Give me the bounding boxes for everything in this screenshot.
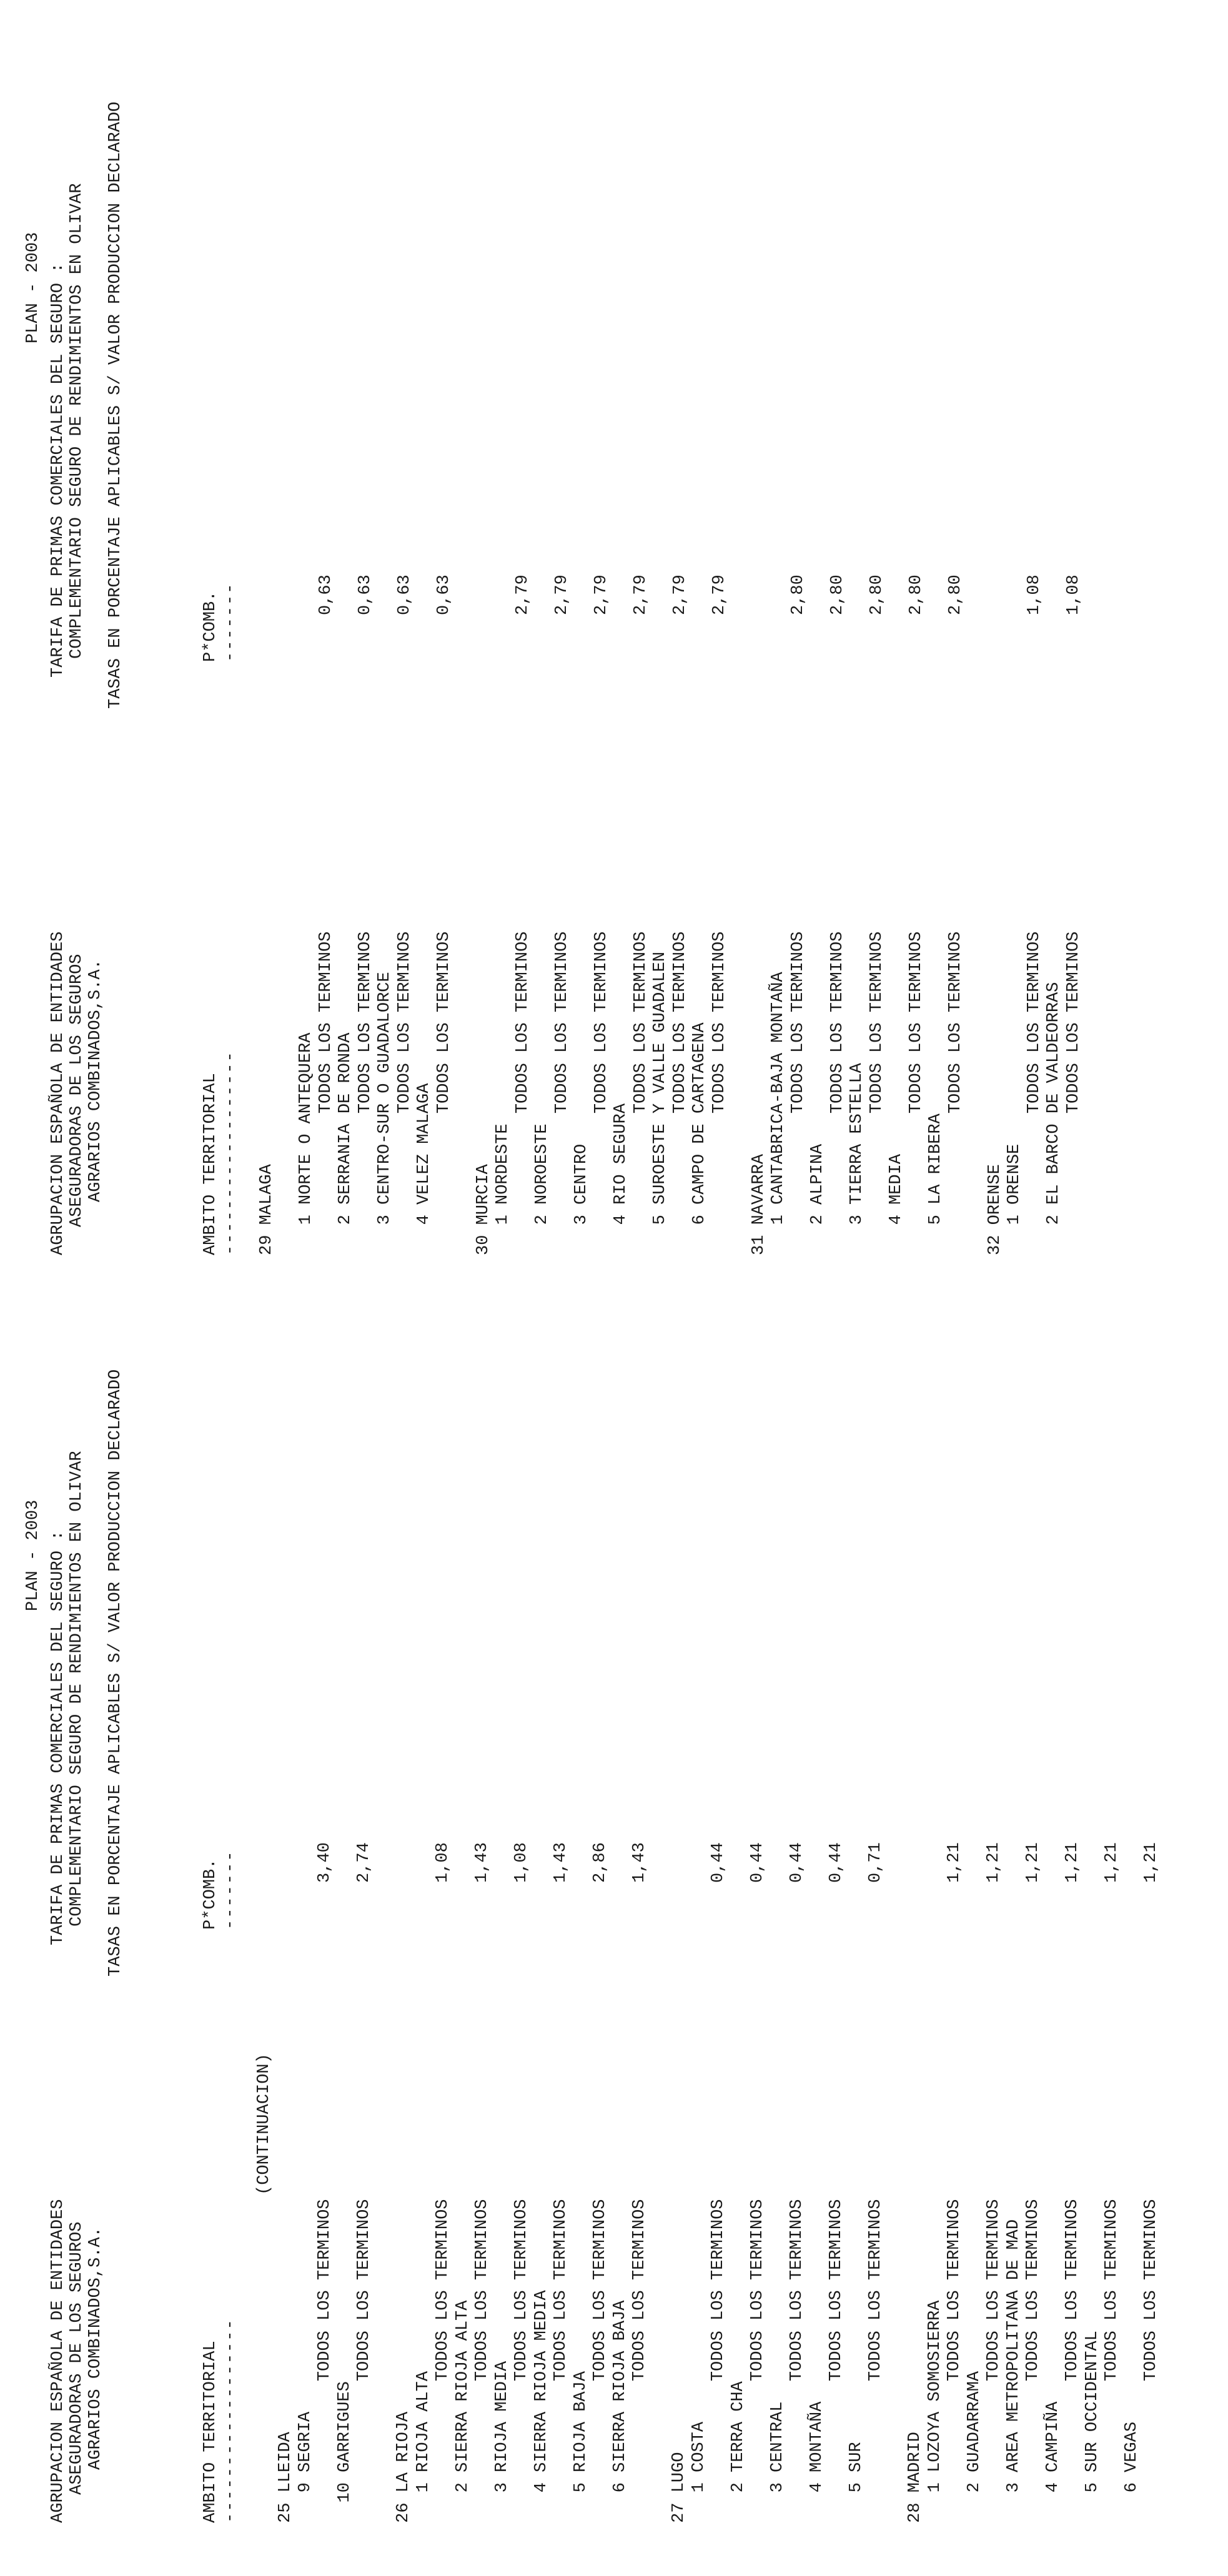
table-row-label: TODOS LOS TERMINOS [1024,931,1044,1255]
table-row-value: 1,08 [433,1842,452,1883]
table-row-label: 4 RIO SEGURA [612,1103,630,1255]
table-row-label: 3 RIOJA MEDIA [492,2361,512,2523]
table-row-label: 27 LUGO [670,2452,688,2523]
table-row-value: 2,79 [592,575,611,615]
table-row-label: TODOS LOS TERMINOS [592,931,611,1255]
col-pcomb-rule: ------- [221,582,240,662]
table-row-label: TODOS LOS TERMINOS [828,931,847,1255]
table-row-value: 1,08 [1024,575,1044,615]
table-row-label: 5 LA RIBERA [926,1113,945,1255]
table-row-label: TODOS LOS TERMINOS [552,931,572,1255]
table-row-label: 31 NAVARRA [749,1153,768,1255]
table-row-value: 1,21 [1142,1842,1161,1883]
table-row-label: 3 CENTRO-SUR O GUADALORCE [375,972,394,1255]
table-row-label: 1 CANTABRICA-BAJA MONTAÑA [769,972,788,1255]
entity-line-1: AGRUPACION ESPAÑOLA DE ENTIDADES [49,2199,67,2523]
table-row-value: 2,79 [710,575,729,615]
table-row-value: 0,63 [316,575,335,615]
table-row-label: TODOS LOS TERMINOS [946,931,965,1255]
table-row-label: 25 LLEIDA [276,2432,295,2523]
table-row-value: 0,63 [395,575,414,615]
table-row-value: 3,40 [315,1842,334,1883]
table-row-label: 4 MONTAÑA [807,2401,826,2523]
table-row-label: TODOS LOS TERMINOS [1142,2199,1161,2523]
table-row-label: TODOS LOS TERMINOS [316,931,335,1255]
plan-label: PLAN - 2003 [24,232,42,343]
table-row-value: 1,08 [512,1842,531,1883]
table-row-label: 5 RIOJA BAJA [571,2371,590,2523]
table-row-label: TODOS LOS TERMINOS [631,931,650,1255]
table-row-label: TODOS LOS TERMINOS [788,2199,806,2523]
col-pcomb-header: P*COMB. [201,591,220,662]
table-row-label: 28 MADRID [906,2432,924,2523]
tariff-rates-line: TASAS EN PORCENTAJE APLICABLES S/ VALOR PRODUCCION DECLARADO [106,101,125,709]
col-ambito-rule: ------------------ [221,1050,240,1255]
entity-line-3: AGRARIOS COMBINADOS,S.A. [86,2227,105,2470]
table-row-label: 2 GUADARRAMA [964,2371,984,2523]
page-1 [0,1358,1228,2576]
table-row-label: TODOS LOS TERMINOS [867,931,886,1255]
table-row-label: TODOS LOS TERMINOS [552,2199,570,2523]
continuacion-label: (CONTINUACION) [255,2053,274,2195]
tariff-title: TARIFA DE PRIMAS COMERCIALES DEL SEGURO : [49,262,67,678]
table-row-label: 2 SERRANIA DE RONDA [336,1032,355,1255]
table-row-label: 5 SUR OCCIDENTAL [1082,2331,1102,2523]
col-pcomb-rule: ------- [221,1850,240,1930]
table-row-label: 6 SIERRA RIOJA BAJA [610,2300,630,2523]
table-row-value: 2,79 [631,575,650,615]
table-row-label: 6 CAMPO DE CARTAGENA [690,1022,709,1255]
table-row-label: TODOS LOS TERMINOS [748,2199,767,2523]
table-row-value: 1,21 [984,1842,1003,1883]
tariff-subtitle: COMPLEMENTARIO SEGURO DE RENDIMIENTOS EN OLIVAR [67,183,86,659]
table-row-label: 3 TIERRA ESTELLA [848,1063,866,1255]
table-row-label: 1 COSTA [689,2421,708,2523]
table-row-value: 2,80 [788,575,808,615]
table-row-label: 4 SIERRA RIOJA MEDIA [532,2290,551,2523]
table-row-value: 0,44 [709,1842,728,1883]
tariff-title: TARIFA DE PRIMAS COMERCIALES DEL SEGURO : [49,1530,67,1945]
page-2 [0,91,1228,1308]
table-row-label: 2 NOROESTE [533,1123,552,1255]
table-row-label: 5 SUROESTE Y VALLE GUADALEN [651,951,670,1255]
table-row-value: 2,86 [591,1842,610,1883]
table-row-value: 1,43 [552,1842,570,1883]
table-row-label: TODOS LOS TERMINOS [395,931,414,1255]
col-ambito-header: AMBITO TERRITORIAL [201,2341,220,2523]
table-row-value: 2,74 [355,1842,374,1883]
table-row-label: 9 SEGRIA [295,2411,315,2523]
table-row-label: TODOS LOS TERMINOS [513,931,532,1255]
table-row-label: TODOS LOS TERMINOS [315,2199,334,2523]
table-row-label: 3 CENTRAL [768,2401,787,2523]
table-row-value: 0,44 [788,1842,806,1883]
table-row-value: 2,79 [670,575,690,615]
table-row-value: 0,44 [827,1842,846,1883]
table-row-label: TODOS LOS TERMINOS [866,2199,885,2523]
table-row-value: 1,21 [1063,1842,1082,1883]
table-row-value: 0,63 [434,575,453,615]
table-row-label: TODOS LOS TERMINOS [434,931,453,1255]
table-row-label: 3 CENTRO [572,1143,591,1255]
entity-line-2: ASEGURADORAS DE LOS SEGUROS [67,2221,86,2495]
table-row-label: TODOS LOS TERMINOS [906,931,926,1255]
entity-line-3: AGRARIOS COMBINADOS,S.A. [86,959,105,1202]
table-row-label: TODOS LOS TERMINOS [433,2199,452,2523]
table-row-label: TODOS LOS TERMINOS [710,931,729,1255]
table-row-label: 10 GARRIGUES [335,2381,354,2523]
table-row-label: 4 VELEZ MALAGA [415,1083,433,1255]
table-row-label: 2 TERRA CHA [728,2381,748,2523]
plan-label: PLAN - 2003 [24,1499,42,1611]
table-row-value: 2,79 [552,575,572,615]
table-row-value: 1,43 [630,1842,649,1883]
table-row-label: TODOS LOS TERMINOS [355,2199,374,2523]
table-row-value: 0,71 [866,1842,885,1883]
table-row-value: 1,21 [1024,1842,1042,1883]
table-row-value: 0,44 [748,1842,767,1883]
table-row-label: TODOS LOS TERMINOS [827,2199,846,2523]
entity-line-2: ASEGURADORAS DE LOS SEGUROS [67,954,86,1227]
table-row-value: 0,63 [355,575,375,615]
table-row-label: 2 EL BARCO DE VALDEORRAS [1044,982,1063,1255]
table-row-label: TODOS LOS TERMINOS [512,2199,531,2523]
table-row-value: 1,21 [945,1842,964,1883]
table-row-label: 1 NORTE O ANTEQUERA [297,1032,315,1255]
table-row-label: 5 SUR [846,2442,866,2523]
table-row-label: 1 ORENSE [1005,1143,1024,1255]
table-row-label: 1 LOZOYA SOMOSIERRA [925,2300,944,2523]
table-row-value: 1,21 [1102,1842,1121,1883]
table-row-label: 6 VEGAS [1122,2421,1141,2523]
tariff-subtitle: COMPLEMENTARIO SEGURO DE RENDIMIENTOS EN OLIVAR [67,1451,86,1927]
table-row-value: 1,43 [473,1842,492,1883]
table-row-value: 2,80 [867,575,886,615]
table-row-label: TODOS LOS TERMINOS [709,2199,728,2523]
table-row-value: 1,08 [1064,575,1083,615]
col-pcomb-header: P*COMB. [201,1858,220,1930]
table-row-label: 26 LA RIOJA [394,2411,413,2523]
table-row-label: TODOS LOS TERMINOS [945,2199,964,2523]
table-row-label: 2 SIERRA RIOJA ALTA [453,2300,472,2523]
table-row-label: TODOS LOS TERMINOS [1102,2199,1121,2523]
table-row-value: 2,79 [513,575,532,615]
table-row-value: 2,80 [906,575,926,615]
table-row-label: TODOS LOS TERMINOS [630,2199,649,2523]
entity-line-1: AGRUPACION ESPAÑOLA DE ENTIDADES [49,931,67,1255]
table-row-label: TODOS LOS TERMINOS [591,2199,610,2523]
table-row-label: 1 NORDESTE [493,1123,512,1255]
table-row-label: 29 MALAGA [257,1164,276,1255]
table-row-label: TODOS LOS TERMINOS [1063,2199,1082,2523]
table-row-value: 2,80 [946,575,965,615]
col-ambito-rule: ------------------ [221,2318,240,2523]
table-row-label: 3 AREA METROPOLITANA DE MAD [1004,2219,1023,2523]
table-row-label: TODOS LOS TERMINOS [355,931,375,1255]
table-row-label: TODOS LOS TERMINOS [984,2199,1003,2523]
table-row-value: 2,80 [828,575,847,615]
tariff-rates-line: TASAS EN PORCENTAJE APLICABLES S/ VALOR PRODUCCION DECLARADO [106,1369,125,1976]
table-row-label: 4 MEDIA [887,1153,906,1255]
table-row-label: 2 ALPINA [808,1143,827,1255]
table-row-label: 30 MURCIA [473,1164,493,1255]
table-row-label: TODOS LOS TERMINOS [473,2199,492,2523]
table-row-label: TODOS LOS TERMINOS [1064,931,1083,1255]
table-row-label: TODOS LOS TERMINOS [670,931,690,1255]
table-row-label: 32 ORENSE [985,1164,1004,1255]
table-row-label: 4 CAMPIÑA [1043,2401,1062,2523]
table-row-label: TODOS LOS TERMINOS [788,931,808,1255]
table-row-label: 1 RIOJA ALTA [413,2371,433,2523]
table-row-label: TODOS LOS TERMINOS [1024,2199,1042,2523]
col-ambito-header: AMBITO TERRITORIAL [201,1073,220,1255]
